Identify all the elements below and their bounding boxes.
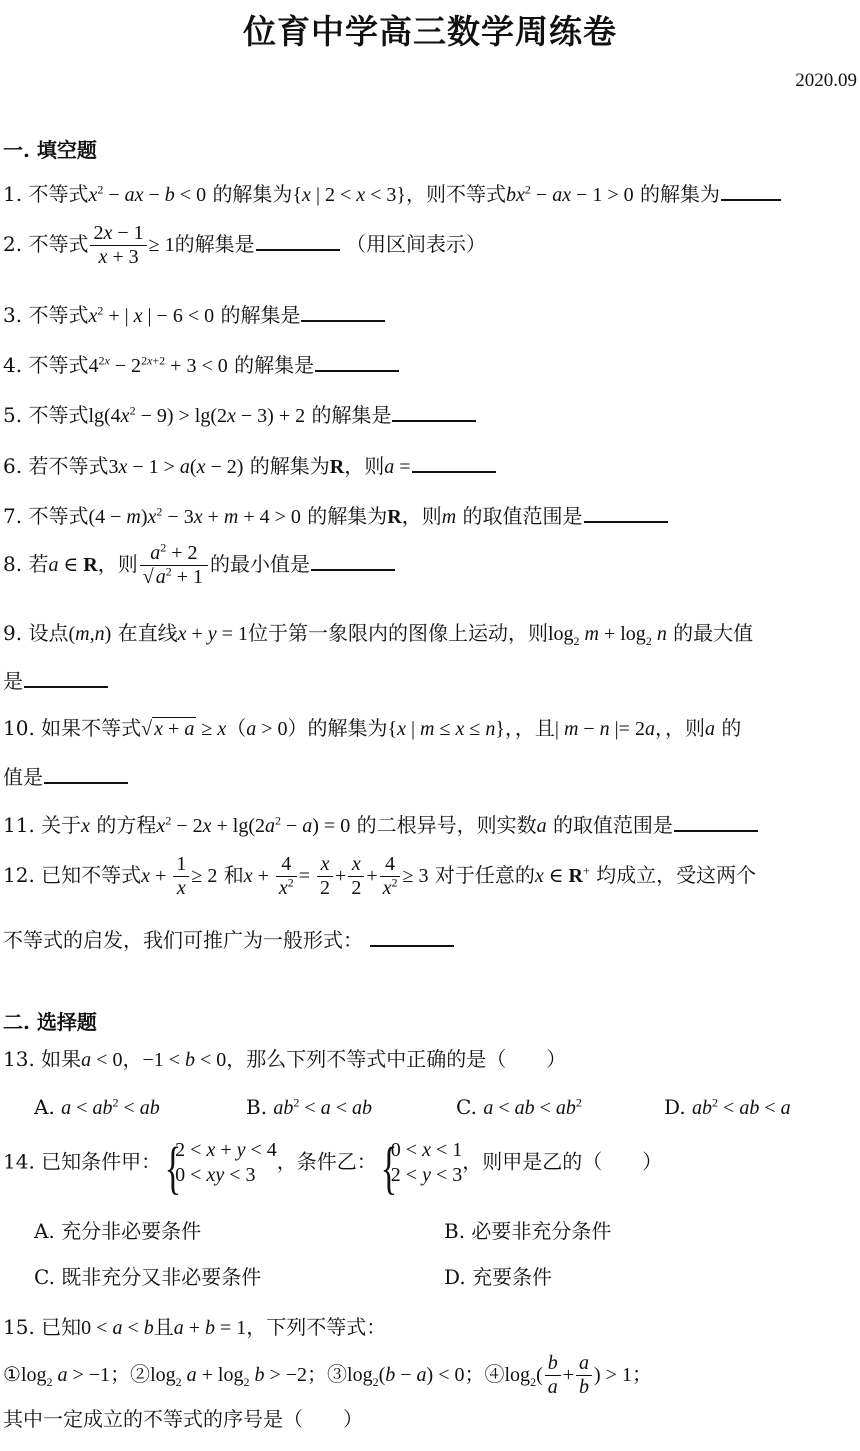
answer-blank bbox=[315, 352, 399, 372]
answer-blank bbox=[311, 551, 395, 571]
q14-option-b: B. 必要非充分条件 bbox=[444, 1219, 612, 1243]
q13-option-a: A. $a < ab^2$ < ab bbox=[34, 1095, 160, 1119]
question-12-cont: 不等式的启发，我们可推广为一般形式： bbox=[3, 927, 454, 952]
answer-blank bbox=[392, 402, 476, 422]
exam-date: 2020.09 bbox=[795, 70, 857, 91]
answer-blank bbox=[370, 927, 454, 947]
question-9-cont: 是 bbox=[3, 668, 108, 693]
answer-blank bbox=[24, 668, 108, 688]
question-12: 12. 已知不等式x + $\frac{1}{x}$ ≥ 2 和x + $\frac{4}{x^2}$ = $\frac{x}{2}$ + $\frac{x}{2}$ + $\frac{4}{x^2}$ ≥ 3 对于任意的x ∈ R+ 均成立，受这两个 bbox=[3, 853, 757, 899]
question-15-prompt: 其中一定成立的不等式的序号是（ ） bbox=[3, 1407, 363, 1431]
answer-blank bbox=[301, 302, 385, 322]
question-8: 8. 若a ∈ R，则 $\frac{a^2 + 2}{√ a^2 + 1}$ 的最小值是 bbox=[3, 542, 395, 589]
q14-option-c: C. 既非充分又非必要条件 bbox=[34, 1265, 262, 1289]
q13-option-b: B. $ab^2 < a$ < ab bbox=[246, 1095, 372, 1119]
question-5: 5. 不等式$\lg(4x^2 - 9) > \lg(2x - 3) + 2$ 的解集是 bbox=[3, 402, 476, 428]
question-4: 4. 不等式$4^{2x} - 2^{2x+2} + 3 < 0$ 的解集是 bbox=[3, 352, 399, 378]
answer-blank bbox=[584, 503, 668, 523]
q14-option-a: A. 充分非必要条件 bbox=[34, 1219, 202, 1243]
q13-option-d: D. $ab^2$ < ab < a bbox=[664, 1095, 791, 1119]
question-6: 6. 若不等式3x − 1 > a(x − 2) 的解集为R，则a = bbox=[3, 453, 496, 479]
question-11: 11. 关于x 的方程$x^2 - 2x + \lg(2a^2 - a) = 0$ 的二根异号，则实数a 的取值范围是 bbox=[3, 812, 758, 838]
answer-blank bbox=[44, 764, 128, 784]
question-10-cont: 值是 bbox=[3, 764, 128, 789]
question-3: 3. 不等式$x^2$ + | x | − 6 < 0 的解集是 bbox=[3, 302, 385, 328]
question-10: 10. 如果不等式√ x + a ≥ x（a > 0）的解集为{x | m ≤ x ≤ n}，，且| m − n |= 2a，，则a 的 bbox=[3, 716, 742, 740]
section-choice-heading: 二. 选择题 bbox=[3, 1010, 97, 1034]
answer-blank bbox=[412, 453, 496, 473]
question-7: 7. 不等式$(4 - m)x^2 - 3x + m + 4 > 0$ 的解集为R，则m 的取值范围是 bbox=[3, 503, 668, 529]
question-15: 15. 已知0 < a < b且a + b = 1，下列不等式： bbox=[3, 1315, 387, 1339]
question-1: 1. 不等式$x^2$ − ax − b < 0 的解集为{x | 2 < x < 3}，则不等式$bx^2$ − ax − 1 > 0 的解集为 bbox=[3, 181, 781, 207]
section-fill-in-heading: 一. 填空题 bbox=[3, 138, 97, 162]
question-13: 13. 如果a < 0，−1 < b < 0，那么下列不等式中正确的是（ ） bbox=[3, 1047, 567, 1071]
question-14: 14. 已知条件甲： { 2 < x + y < 4 0 < xy < 3 ，条件乙： { 0 < x < 1 2 < y < 3 ，则甲是乙的（ ） bbox=[3, 1138, 662, 1188]
answer-blank bbox=[721, 181, 781, 201]
question-2: 2. 不等式 $\frac{2x - 1}{x + 3}$ ≥ 1的解集是 （用区间表示） bbox=[3, 222, 486, 268]
answer-blank bbox=[674, 812, 758, 832]
question-9: 9. 设点(m,n) 在直线x + y = 1位于第一象限内的图像上运动，则$\log_2 m + \log_2 n$ 的最大值 bbox=[3, 621, 754, 648]
q13-option-c: C. a < ab < $ab^2$ bbox=[456, 1095, 582, 1119]
page-title: 位育中学高三数学周练卷 bbox=[243, 12, 617, 51]
q14-option-d: D. 充要条件 bbox=[444, 1265, 553, 1289]
question-15-statements: $①\log_2$ a > −1；$②\log_2$ $a + \log_2 b > -2$；$③\log_2(b - a) < 0$；$④\log_2$( $\frac{b}{a}$ + $\frac{a}{b}$ ) > 1； bbox=[3, 1352, 652, 1398]
answer-blank bbox=[256, 231, 340, 251]
